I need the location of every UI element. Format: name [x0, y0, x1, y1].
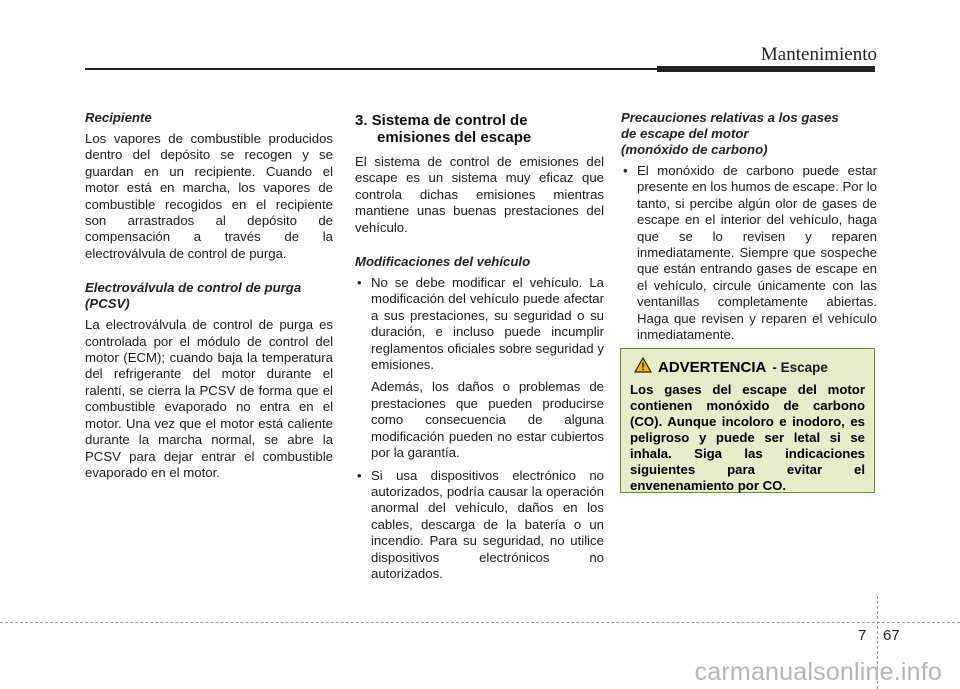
precautions-heading — [621, 110, 877, 158]
warning-text: Los gases del escape del motor contienen monóxido de carbono (CO). Aunque incoloro e inodoro, es peligroso y puede ser letal si se inhala. Siga las indicaciones siguientes para evitar el envenenamiento por CO. — [630, 382, 865, 493]
pcsv-heading: Electroválvula de control de purga (PCSV) — [85, 280, 302, 312]
emissions-paragraph: El sistema de control de emisiones del escape es un sistema muy eficaz que controla dichas emisiones mientras mantiene unas buenas prestaciones del vehículo. — [355, 154, 604, 235]
precautions-heading-line-1: Precauciones relativas a los gases — [621, 110, 839, 125]
list-item — [355, 468, 604, 583]
warning-box — [620, 348, 875, 493]
emissions-section-title: 3. Sistema de control de emisiones del escape — [355, 112, 532, 146]
footer-rule — [0, 622, 960, 623]
bullet-text: El monóxido de carbono puede estar presente en los humos de escape. Por lo tanto, si percibe algún olor de gases de escape en el interior del vehículo, haga que se lo revisen y reparen inmediatamente. Siempre que sospeche que están entrando gases de escape en el vehículo, circule únicamente con las ventanillas completamente abiertas. Haga que revisen y reparen el vehículo inmediatamente. — [637, 163, 877, 343]
section-title-header: Mantenimiento — [760, 44, 877, 65]
recipiente-heading: Recipiente — [85, 110, 152, 125]
bullet-text: No se debe modificar el vehículo. La modificación del vehículo puede afectar a sus prestaciones, su seguridad o su duración, e incluso puede incumplir reglamentos oficiales sobre seguridad y emisiones. — [371, 275, 604, 373]
bullet-icon: • — [357, 275, 362, 291]
bullet-icon: • — [623, 163, 628, 178]
bullet-icon: • — [357, 467, 362, 483]
warning-header — [634, 357, 865, 378]
header-bar — [657, 66, 875, 72]
precautions-heading-line-3: (monóxido de carbono) — [621, 142, 768, 157]
bullet-text: Si usa dispositivos electrónico no autorizados, podría causar la operación anormal del vehículo, daños en los cables, descarga de la batería o un incendio. Para su seguridad, no utilice dispositivos electrónicos no autorizados. — [371, 467, 604, 581]
header-rule — [85, 68, 657, 70]
precautions-heading-line-2: de escape del motor — [621, 126, 749, 141]
list-item — [621, 163, 877, 343]
chapter-number: 7 — [858, 627, 867, 644]
bullet-continuation: Además, los daños o problemas de prestaciones que pueden producirse como consecuencia de alguna modificación pueden no estar cubiertos por la garantía. — [371, 379, 604, 461]
column-right — [621, 110, 877, 349]
page-number: 67 — [883, 627, 900, 644]
recipiente-paragraph: Los vapores de combustible producidos dentro del depósito se recogen y se guardan en un recipiente. Cuando el motor está en marcha, los vapores de combustible recogidos en el recipiente son arrastrados al depósito de compensación a través de la electroválvula de control de purga. — [85, 131, 333, 261]
modifications-heading: Modificaciones del vehículo — [355, 254, 531, 270]
column-middle — [355, 110, 604, 588]
list-item — [355, 275, 604, 373]
warning-subtitle: - Escape — [772, 360, 828, 375]
column-left — [85, 110, 333, 499]
watermark: carmanualsonline.info — [694, 658, 942, 686]
warning-title: ADVERTENCIA — [658, 359, 767, 376]
pcsv-paragraph: La electroválvula de control de purga es controlada por el módulo de control del motor (ECM); cuando baja la temperatura del refrigerante del motor durante el ralentí, se cierra la PCSV de forma que el combustible evaporado no entra en el motor. Una vez que el motor está caliente durante la marcha normal, se abre la PCSV para dejar entrar el combustible evaporado en el motor. — [85, 317, 333, 480]
warning-triangle-icon — [634, 357, 652, 378]
